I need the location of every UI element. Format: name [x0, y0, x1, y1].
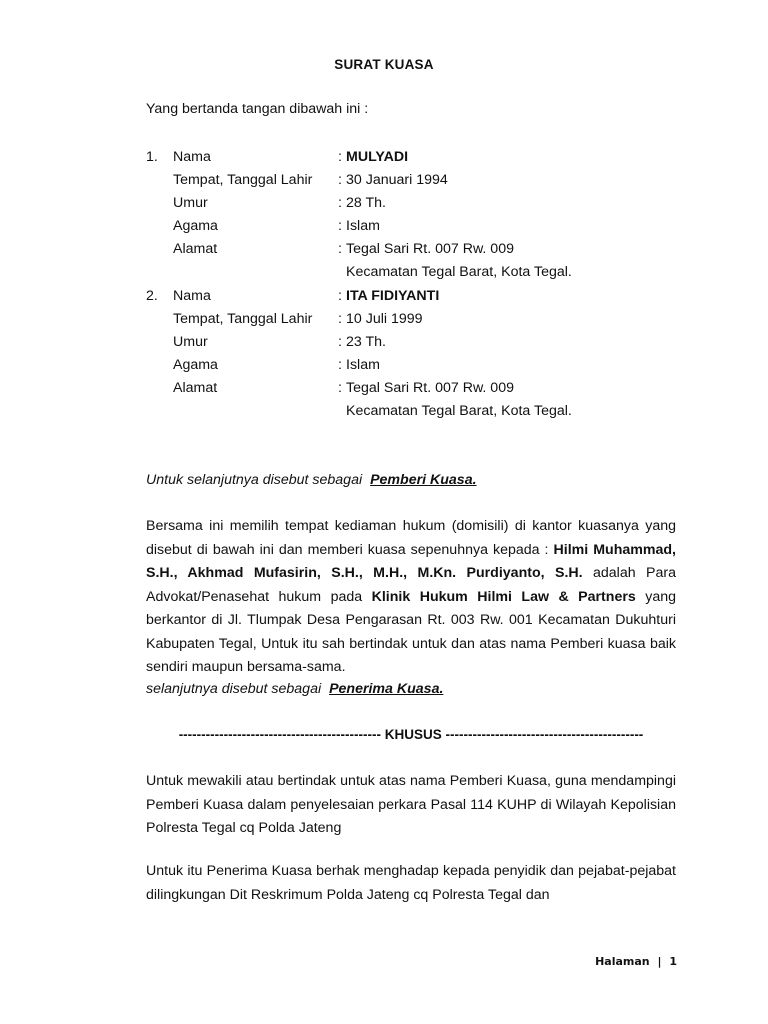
mewakili-paragraph: Untuk mewakili atau bertindak untuk atas nama Pemberi Kuasa, guna mendampingi Pemberi Kuasa dalam penyelesaian perkara Pasal 114 KUHP di Wilayah Kepolisian Polresta Tegal cq Polda Jateng [146, 773, 676, 836]
pemberi-kuasa-line [146, 469, 477, 491]
field-label: Nama [173, 288, 211, 304]
field-label: Alamat [173, 241, 218, 257]
party-number: 2. [146, 288, 158, 304]
intro-text: Yang bertanda tangan dibawah ini : [146, 101, 369, 117]
field-label: Umur [173, 195, 208, 211]
field-value: Kecamatan Tegal Barat, Kota Tegal. [346, 264, 572, 280]
lawyer-names: Hilmi Muhammad, S.H., Akhmad Mufasirin, S.H., M.H., M.Kn. Purdiyanto, S.H. [146, 541, 676, 581]
penerima-kuasa-line [146, 678, 443, 700]
field-value: Tegal Sari Rt. 007 Rw. 009 [346, 241, 514, 257]
domisili-text-3: yang berkantor di Jl. Tlumpak Desa Pengarasan Rt. 003 Rw. 001 Kecamatan Dukuhturi Kabupaten Tegal, Untuk itu sah bertindak untuk dan atas nama Pemberi kuasa baik sendiri maupun bersama-sama. [146, 588, 676, 675]
document-title: SURAT KUASA [334, 57, 434, 72]
field-colon: : [338, 172, 342, 188]
field-value: 10 Juli 1999 [346, 311, 423, 327]
field-value: Kecamatan Tegal Barat, Kota Tegal. [346, 403, 572, 419]
field-value: 30 Januari 1994 [346, 172, 448, 188]
footer-label: Halaman [595, 955, 650, 968]
penerima-prefix: selanjutnya disebut sebagai [146, 681, 322, 697]
hak-paragraph: Untuk itu Penerima Kuasa berhak menghadap kepada penyidik dan pejabat-pejabat dilingkungan Dit Reskrimum Polda Jateng cq Polresta Tegal dan [146, 863, 676, 903]
field-value: Islam [346, 218, 380, 234]
domisili-text-1: Bersama ini memilih tempat kediaman hukum (domisili) di kantor kuasanya yang disebut di bawah ini dan memberi kuasa sepenuhnya kepada : [146, 518, 676, 558]
field-colon: : [338, 149, 342, 165]
penerima-term: Penerima Kuasa. [329, 681, 444, 697]
khusus-divider: --------------------------------------------- KHUSUS -------------------------------------------- [178, 727, 644, 742]
field-value: 28 Th. [346, 195, 386, 211]
footer-separator: | [657, 955, 662, 968]
party-2-name-value: ITA FIDIYANTI [346, 288, 440, 304]
party-number: 1. [146, 149, 158, 165]
firm-name: Klinik Hukum Hilmi Law & Partners [371, 588, 636, 605]
domisili-paragraph [146, 515, 676, 680]
field-value: Tegal Sari Rt. 007 Rw. 009 [346, 380, 514, 396]
field-colon: : [338, 218, 342, 234]
domisili-text-2: adalah Para Advokat/Penasehat hukum pada [146, 565, 676, 605]
party-1-name-value: MULYADI [346, 149, 409, 165]
field-label: Alamat [173, 380, 218, 396]
field-label: Tempat, Tanggal Lahir [173, 311, 313, 327]
field-colon: : [338, 380, 342, 396]
field-colon: : [338, 334, 342, 350]
field-value: 23 Th. [346, 334, 386, 350]
page-number: 1 [669, 955, 677, 968]
field-colon: : [338, 357, 342, 373]
field-colon: : [338, 241, 342, 257]
pemberi-prefix: Untuk selanjutnya disebut sebagai [146, 472, 363, 488]
field-label: Agama [173, 218, 218, 234]
field-colon: : [338, 311, 342, 327]
pemberi-term: Pemberi Kuasa. [370, 472, 477, 488]
field-colon: : [338, 195, 342, 211]
field-label: Nama [173, 149, 211, 165]
field-label: Tempat, Tanggal Lahir [173, 172, 313, 188]
field-label: Agama [173, 357, 218, 373]
field-value: Islam [346, 357, 380, 373]
page-footer [595, 953, 677, 971]
field-label: Umur [173, 334, 208, 350]
field-colon: : [338, 288, 342, 304]
